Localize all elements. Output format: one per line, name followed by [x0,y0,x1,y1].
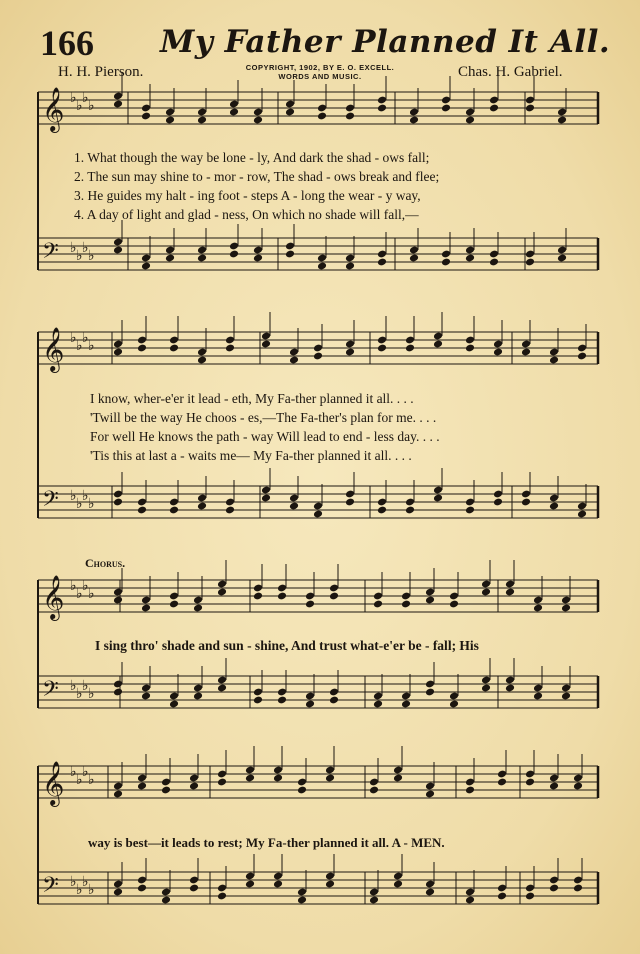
note-head [369,896,379,905]
note-head [169,600,179,609]
note-head [345,498,355,507]
note-head [229,108,239,117]
note-head [137,782,147,791]
note-head [197,116,207,125]
note-head [329,696,339,705]
note-head [217,684,227,693]
note-head [465,786,475,795]
flat-sign-icon: ♭ [76,686,83,702]
note-head [245,774,255,783]
flat-sign-icon: ♭ [76,882,83,898]
flat-sign-icon: ♭ [70,874,77,890]
note-head [521,498,531,507]
note-head [317,112,327,121]
note-head [137,884,147,893]
flat-sign-icon: ♭ [88,586,95,602]
flat-sign-icon: ♭ [82,578,89,594]
note-head [573,782,583,791]
note-head [137,506,147,515]
note-head [141,262,151,271]
note-head [369,786,379,795]
note-head [277,696,287,705]
note-head [521,348,531,357]
verse-line: 'Tis this at last a - waits me— My Fa-ther planned it all. . . . [90,448,412,463]
note-head [425,888,435,897]
chorus-lyric-line: I sing thro' shade and sun - shine, And trust what-e'er be - fall; His [95,638,479,653]
note-head [449,700,459,709]
note-head [273,774,283,783]
note-head [305,600,315,609]
note-head [313,510,323,519]
note-head [285,108,295,117]
note-head [549,884,559,893]
flat-sign-icon: ♭ [76,98,83,114]
note-head [113,348,123,357]
note-head [449,600,459,609]
note-head [377,104,387,113]
note-head [261,494,271,503]
note-head [493,498,503,507]
note-head [425,688,435,697]
treble-clef-icon: 𝄞 [42,761,65,805]
note-head [561,604,571,613]
note-head [225,344,235,353]
flat-sign-icon: ♭ [82,874,89,890]
note-head [165,116,175,125]
note-head [425,596,435,605]
note-head [217,778,227,787]
note-head [277,592,287,601]
note-head [373,700,383,709]
note-head [525,258,535,267]
note-head [193,692,203,701]
treble-clef-icon: 𝄞 [42,87,65,131]
note-head [557,254,567,263]
note-head [505,684,515,693]
note-head [577,352,587,361]
note-head [161,786,171,795]
note-head [169,344,179,353]
flat-sign-icon: ♭ [70,764,77,780]
flat-sign-icon: ♭ [82,678,89,694]
note-head [393,880,403,889]
note-head [373,600,383,609]
note-head [245,880,255,889]
note-head [497,778,507,787]
note-head [297,786,307,795]
note-head [317,262,327,271]
composer-credit: Chas. H. Gabriel. [458,64,563,80]
note-head [557,116,567,125]
note-head [253,696,263,705]
note-head [405,344,415,353]
note-head [113,888,123,897]
note-head [401,700,411,709]
flat-sign-icon: ♭ [88,496,95,512]
note-head [577,510,587,519]
hymn-title: My Father Planned It All. [160,24,611,60]
note-head [573,884,583,893]
note-head [345,262,355,271]
flat-sign-icon: ♭ [88,98,95,114]
note-head [525,892,535,901]
note-head [533,692,543,701]
note-head [525,778,535,787]
note-head [197,502,207,511]
note-head [489,104,499,113]
note-head [141,604,151,613]
treble-clef-icon: 𝄞 [42,327,65,371]
note-head [465,254,475,263]
note-head [549,356,559,365]
flat-sign-icon: ♭ [76,496,83,512]
note-head [377,344,387,353]
note-head [409,116,419,125]
flat-sign-icon: ♭ [88,882,95,898]
note-head [305,700,315,709]
flat-sign-icon: ♭ [76,772,83,788]
note-head [345,348,355,357]
note-head [345,112,355,121]
note-head [169,506,179,515]
note-head [285,250,295,259]
note-head [253,254,263,263]
note-head [229,250,239,259]
flat-sign-icon: ♭ [88,686,95,702]
note-head [253,116,263,125]
note-head [273,880,283,889]
note-head [113,596,123,605]
note-head [481,684,491,693]
bass-clef-icon: 𝄢 [42,487,59,517]
flat-sign-icon: ♭ [76,338,83,354]
note-head [481,588,491,597]
note-head [549,782,559,791]
copyright-subline: WORDS AND MUSIC. [278,72,362,81]
note-head [169,700,179,709]
note-head [325,774,335,783]
flat-sign-icon: ♭ [82,330,89,346]
note-head [313,352,323,361]
note-head [441,258,451,267]
note-head [465,506,475,515]
note-head [217,892,227,901]
chorus-lyric-line: way is best—it leads to rest; My Fa-ther planned it all. A - MEN. [88,835,445,850]
note-head [113,246,123,255]
flat-sign-icon: ♭ [82,488,89,504]
note-head [425,790,435,799]
verse-line: 1. What though the way be lone - ly, And dark the shad - ows fall; [74,150,430,165]
note-head [493,348,503,357]
note-head [549,502,559,511]
note-head [393,774,403,783]
flat-sign-icon: ♭ [70,330,77,346]
note-head [113,100,123,109]
note-head [225,506,235,515]
flat-sign-icon: ♭ [76,586,83,602]
flat-sign-icon: ♭ [76,248,83,264]
note-head [141,692,151,701]
note-head [289,356,299,365]
note-head [533,604,543,613]
note-head [297,896,307,905]
treble-clef-icon: 𝄞 [42,575,65,619]
flat-sign-icon: ♭ [70,678,77,694]
flat-sign-icon: ♭ [70,90,77,106]
flat-sign-icon: ♭ [88,772,95,788]
flat-sign-icon: ♭ [70,240,77,256]
note-head [441,104,451,113]
flat-sign-icon: ♭ [88,338,95,354]
note-head [217,588,227,597]
note-head [401,600,411,609]
note-head [525,104,535,113]
note-head [113,688,123,697]
note-head [189,782,199,791]
note-head [137,344,147,353]
verse-line: I know, wher-e'er it lead - eth, My Fa-ther planned it all. . . . [90,391,414,406]
hymn-number: 166 [40,23,94,63]
note-head [113,498,123,507]
note-head [189,884,199,893]
note-head [193,604,203,613]
bass-clef-icon: 𝄢 [42,239,59,269]
note-head [561,692,571,701]
note-head [465,344,475,353]
verse-line: 2. The sun may shine to - mor - row, The shad - ows break and flee; [74,169,440,184]
verse-line: 3. He guides my halt - ing foot - steps A - long the wear - y way, [74,188,421,203]
note-head [197,254,207,263]
note-head [261,340,271,349]
note-head [433,494,443,503]
note-head [505,588,515,597]
author-credit: H. H. Pierson. [58,64,144,80]
bass-clef-icon: 𝄢 [42,677,59,707]
note-head [113,790,123,799]
note-head [141,112,151,121]
verse-line: 4. A day of light and glad - ness, On which no shade will fall,— [74,207,419,222]
note-head [253,592,263,601]
flat-sign-icon: ♭ [70,578,77,594]
verse-line: 'Twill be the way He choos - es,—The Fa-ther's plan for me. . . . [90,410,437,425]
flat-sign-icon: ♭ [82,764,89,780]
note-head [433,340,443,349]
note-head [465,896,475,905]
note-head [465,116,475,125]
copyright-line: COPYRIGHT, 1902, BY E. O. EXCELL. [245,63,395,72]
note-head [197,356,207,365]
verse-line: For well He knows the path - way Will lead to end - less day. . . . [90,429,440,444]
note-head [409,254,419,263]
flat-sign-icon: ♭ [82,240,89,256]
chorus-label: Chorus. [85,556,126,570]
note-head [377,506,387,515]
note-head [489,258,499,267]
flat-sign-icon: ♭ [82,90,89,106]
note-head [497,892,507,901]
flat-sign-icon: ♭ [70,488,77,504]
note-head [329,592,339,601]
note-head [289,502,299,511]
flat-sign-icon: ♭ [88,248,95,264]
note-head [325,880,335,889]
note-head [377,258,387,267]
note-head [405,506,415,515]
bass-clef-icon: 𝄢 [42,873,59,903]
note-head [165,254,175,263]
note-head [161,896,171,905]
